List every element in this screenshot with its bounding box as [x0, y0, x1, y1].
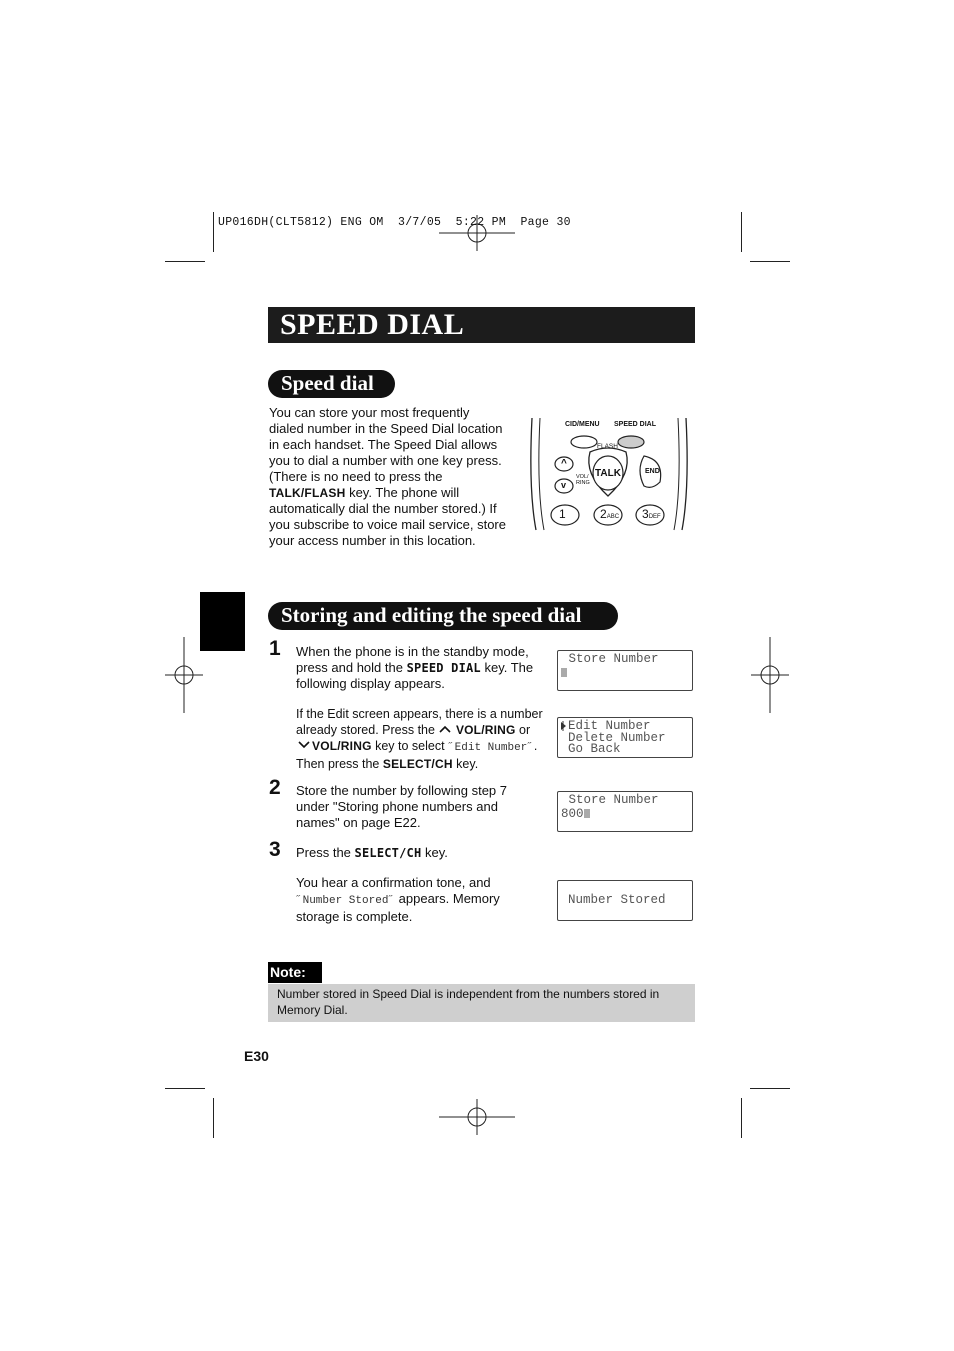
flash-label: FLASH	[597, 443, 618, 450]
text-line	[296, 738, 558, 756]
step-1-text	[296, 644, 554, 692]
registration-mark-bottom	[437, 1097, 517, 1137]
key-3-letters: DEF	[648, 514, 661, 520]
crop-mark	[213, 1098, 214, 1138]
text-fragment: key. The	[484, 660, 534, 675]
page-title: SPEED DIAL	[280, 308, 465, 341]
text-line: You hear a confirmation tone, and	[296, 875, 491, 890]
text-fragment: key.	[425, 845, 448, 860]
text-fragment: appears. Memory	[398, 891, 500, 906]
text-fragment: Then press the	[296, 757, 380, 771]
talk-key-label: TALK	[595, 468, 621, 479]
up-arrow-icon	[438, 722, 452, 738]
lcd-line: Number Stored	[568, 893, 666, 907]
crop-mark	[165, 261, 205, 262]
key-3-digit: 3	[642, 507, 649, 521]
page-number: E30	[244, 1048, 269, 1064]
text-line: dialed number in the Speed Dial location	[269, 421, 503, 436]
crop-mark	[750, 1088, 790, 1089]
lcd-line	[561, 668, 692, 680]
lcd-digits: 800	[561, 806, 584, 821]
lcd-line	[561, 806, 692, 821]
text-fragment: key to select	[375, 739, 445, 753]
print-slug-line: UP016DH(CLT5812) ENG OM 3/7/05 5:22 PM Page 30	[218, 216, 571, 229]
text-line	[269, 485, 529, 501]
chapter-tab-marker	[200, 592, 245, 651]
step-number-1: 1	[269, 637, 281, 660]
crop-mark	[213, 212, 214, 252]
edit-number-lcd-text: ˝Edit Number˝	[448, 742, 534, 754]
selection-arrow-icon	[560, 721, 568, 731]
up-arrow-icon: ^	[561, 458, 567, 469]
lcd-line: Delete Number	[568, 730, 666, 745]
section-heading-speed-dial	[268, 370, 395, 398]
text-line: you to dial a number with one key press.	[269, 453, 502, 468]
talk-flash-key-label: TALK/FLASH	[269, 486, 346, 500]
note-label	[268, 962, 322, 983]
text-line: (There is no need to press the	[269, 469, 443, 484]
lcd-screen-store-number	[557, 650, 693, 691]
speed-dial-label: SPEED DIAL	[614, 421, 657, 428]
text-line: under "Storing phone numbers and	[296, 799, 498, 814]
text-fragment: .	[533, 739, 538, 753]
lcd-screen-store-number-800	[557, 791, 693, 832]
text-line: your access number in this location.	[269, 533, 476, 548]
key-2-letters: ABC	[606, 514, 620, 520]
lcd-line: Go Back	[568, 742, 621, 756]
step-number-2: 2	[269, 776, 281, 799]
crop-mark	[750, 261, 790, 262]
text-line	[296, 660, 554, 676]
text-line: storage is complete.	[296, 909, 413, 924]
cid-menu-label: CID/MENU	[565, 421, 600, 428]
crop-mark	[165, 1088, 205, 1089]
section-heading-text: Speed dial	[281, 371, 374, 395]
note-box	[268, 984, 695, 1022]
select-ch-key-label: SELECT/CH	[382, 757, 453, 771]
down-arrow-icon	[296, 738, 312, 754]
page-title-bar	[268, 307, 695, 343]
text-line: names" on page E22.	[296, 815, 421, 830]
text-fragment: Press the	[296, 845, 351, 860]
note-label-text: Note:	[270, 964, 306, 980]
text-fragment: already stored. Press the	[296, 723, 435, 737]
registration-mark-right	[750, 636, 790, 714]
text-line: If the Edit screen appears, there is a number	[296, 707, 543, 721]
text-line	[296, 722, 558, 738]
text-line: You can store your most frequently	[269, 405, 470, 420]
text-line: automatically dial the number stored.) If	[269, 501, 497, 516]
text-line	[296, 756, 558, 772]
key-1: 1	[559, 507, 566, 521]
step-number-3: 3	[269, 838, 281, 861]
step-3-text	[296, 845, 546, 861]
select-ch-key-label: SELECT/CH	[354, 846, 422, 860]
note-text: Number stored in Speed Dial is independent from the numbers stored in Memory Dial.	[277, 987, 660, 1017]
crop-mark	[741, 1098, 742, 1138]
key-2-digit: 2	[600, 507, 607, 521]
lcd-line: Store Number	[561, 793, 659, 807]
text-line: you subscribe to voice mail service, store	[269, 517, 506, 532]
ring-label: RING	[576, 480, 590, 486]
step-1-edit-note	[296, 706, 558, 772]
down-arrow-icon: v	[561, 480, 567, 490]
key-2	[600, 507, 619, 521]
number-stored-lcd-text: ˝Number Stored˝	[296, 895, 396, 907]
text-line: following display appears.	[296, 676, 445, 691]
vol-ring-key-label: VOL/RING	[455, 723, 516, 737]
crop-mark	[741, 212, 742, 252]
text-line	[296, 845, 546, 861]
lcd-screen-edit-menu	[557, 717, 693, 758]
text-fragment: key. The phone will	[349, 485, 460, 500]
text-line: in each handset. The Speed Dial allows	[269, 437, 498, 452]
text-fragment: key.	[456, 757, 479, 771]
text-fragment: press and hold the	[296, 660, 403, 675]
lcd-line: Store Number	[561, 652, 659, 666]
lcd-screen-number-stored	[557, 880, 693, 921]
end-key-label: END	[645, 468, 660, 475]
section-heading-text: Storing and editing the speed dial	[281, 603, 582, 627]
step-2-text	[296, 783, 546, 831]
step-3-confirmation-text	[296, 875, 546, 925]
speed-dial-key-label: SPEED DIAL	[406, 661, 481, 675]
text-line: When the phone is in the standby mode,	[296, 644, 529, 659]
registration-mark-left	[164, 636, 204, 714]
lcd-cursor	[584, 809, 590, 818]
text-line: Store the number by following step 7	[296, 783, 508, 798]
lcd-line: Edit Number	[568, 719, 651, 733]
vol-label: VOL/	[576, 474, 589, 480]
speed-dial-intro-text	[269, 405, 529, 549]
handset-keypad-illustration	[528, 418, 690, 532]
vol-ring-key-label: VOL/RING	[312, 739, 372, 753]
text-fragment: or	[519, 723, 531, 737]
key-3	[642, 507, 661, 521]
lcd-cursor	[561, 668, 567, 677]
text-line	[296, 891, 546, 909]
section-heading-storing	[268, 602, 618, 630]
